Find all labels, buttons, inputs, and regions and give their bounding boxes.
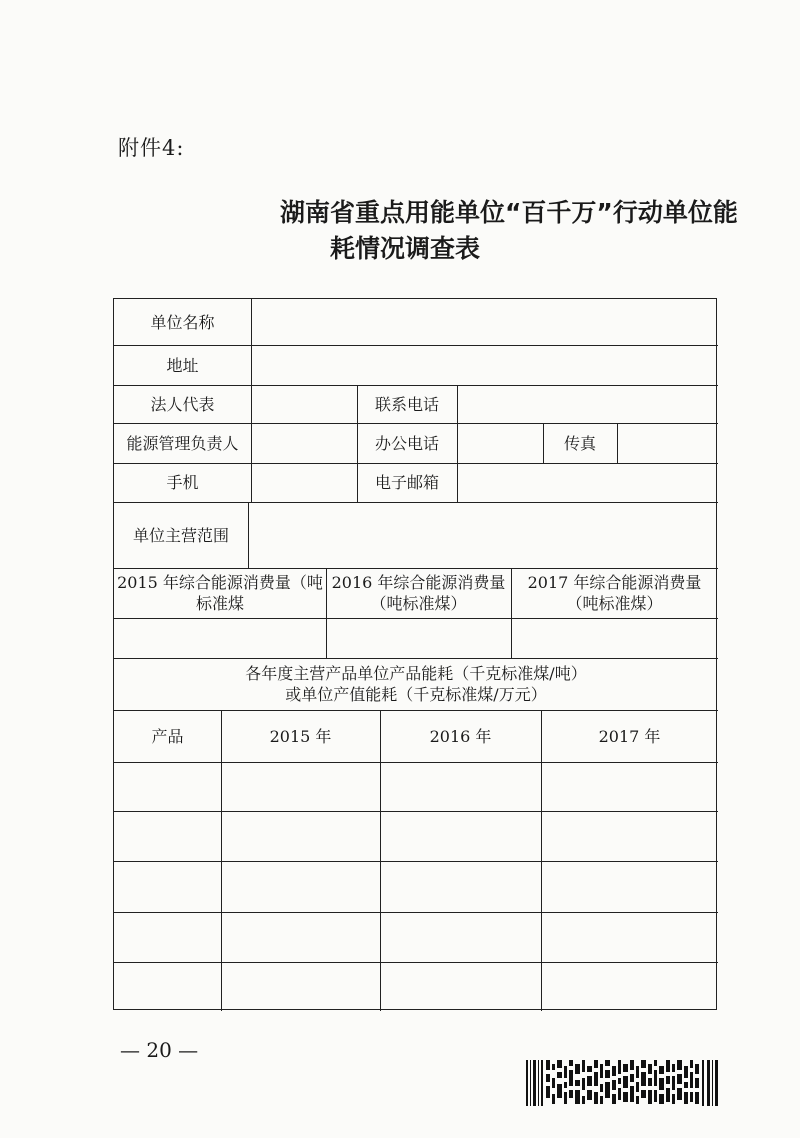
product-energy-title <box>114 658 718 710</box>
legal-rep-field[interactable] <box>251 385 357 423</box>
header-year-2017: 2017 年 <box>598 726 661 746</box>
main-business-field[interactable] <box>248 502 718 568</box>
title-line-1: 湖南省重点用能单位“百千万”行动单位能 <box>280 198 738 227</box>
consumption-2017-field[interactable] <box>511 618 718 658</box>
product-energy-title-line1: 各年度主营产品单位产品能耗（千克标准煤/吨） <box>245 664 587 683</box>
consumption-2015-field[interactable] <box>114 618 326 658</box>
barcode-graphic <box>524 1060 720 1106</box>
consumption-2017-line1: 2017 年综合能源消费量 <box>527 573 702 592</box>
survey-form-table <box>113 298 717 1010</box>
fax-field[interactable] <box>617 423 718 463</box>
label-legal-rep: 法人代表 <box>150 394 215 414</box>
title-line-2: 耗情况调查表 <box>330 234 481 263</box>
label-energy-manager: 能源管理负责人 <box>126 433 239 453</box>
document-title <box>280 195 750 267</box>
mobile-field[interactable] <box>251 463 357 502</box>
label-fax: 传真 <box>563 433 596 453</box>
consumption-2017-line2: （吨标准煤） <box>566 594 663 613</box>
energy-manager-field[interactable] <box>251 423 357 463</box>
consumption-2015-line2: 标准煤 <box>195 594 244 613</box>
page-number: — 20 — <box>120 1038 199 1062</box>
header-year-2015: 2015 年 <box>269 726 332 746</box>
unit-name-field[interactable] <box>251 299 718 345</box>
product-row[interactable] <box>114 811 718 861</box>
office-phone-field[interactable] <box>457 423 543 463</box>
consumption-2016-line2: （吨标准煤） <box>370 594 467 613</box>
header-year-2016: 2016 年 <box>429 726 492 746</box>
product-row[interactable] <box>114 962 718 1011</box>
label-address: 地址 <box>166 355 199 375</box>
header-consumption-2016 <box>326 568 511 618</box>
label-main-business: 单位主营范围 <box>132 525 229 545</box>
product-row[interactable] <box>114 861 718 912</box>
header-product: 产品 <box>151 726 184 746</box>
label-contact-phone: 联系电话 <box>374 394 439 414</box>
label-office-phone: 办公电话 <box>374 433 439 453</box>
header-consumption-2017 <box>511 568 718 618</box>
label-mobile: 手机 <box>166 473 199 492</box>
product-row[interactable] <box>114 912 718 962</box>
annex-label: 附件4: <box>118 136 185 160</box>
address-field[interactable] <box>251 345 718 385</box>
email-field[interactable] <box>457 463 718 502</box>
product-row[interactable] <box>114 762 718 811</box>
consumption-2016-field[interactable] <box>326 618 511 658</box>
contact-phone-field[interactable] <box>457 385 718 423</box>
consumption-2016-line1: 2016 年综合能源消费量 <box>331 573 506 592</box>
consumption-2015-line1: 2015 年综合能源消费量（吨 <box>117 573 323 592</box>
label-unit-name: 单位名称 <box>150 312 215 332</box>
header-consumption-2015 <box>114 568 326 618</box>
product-energy-title-line2: 或单位产值能耗（千克标准煤/万元） <box>285 685 547 704</box>
label-email: 电子邮箱 <box>374 473 439 492</box>
